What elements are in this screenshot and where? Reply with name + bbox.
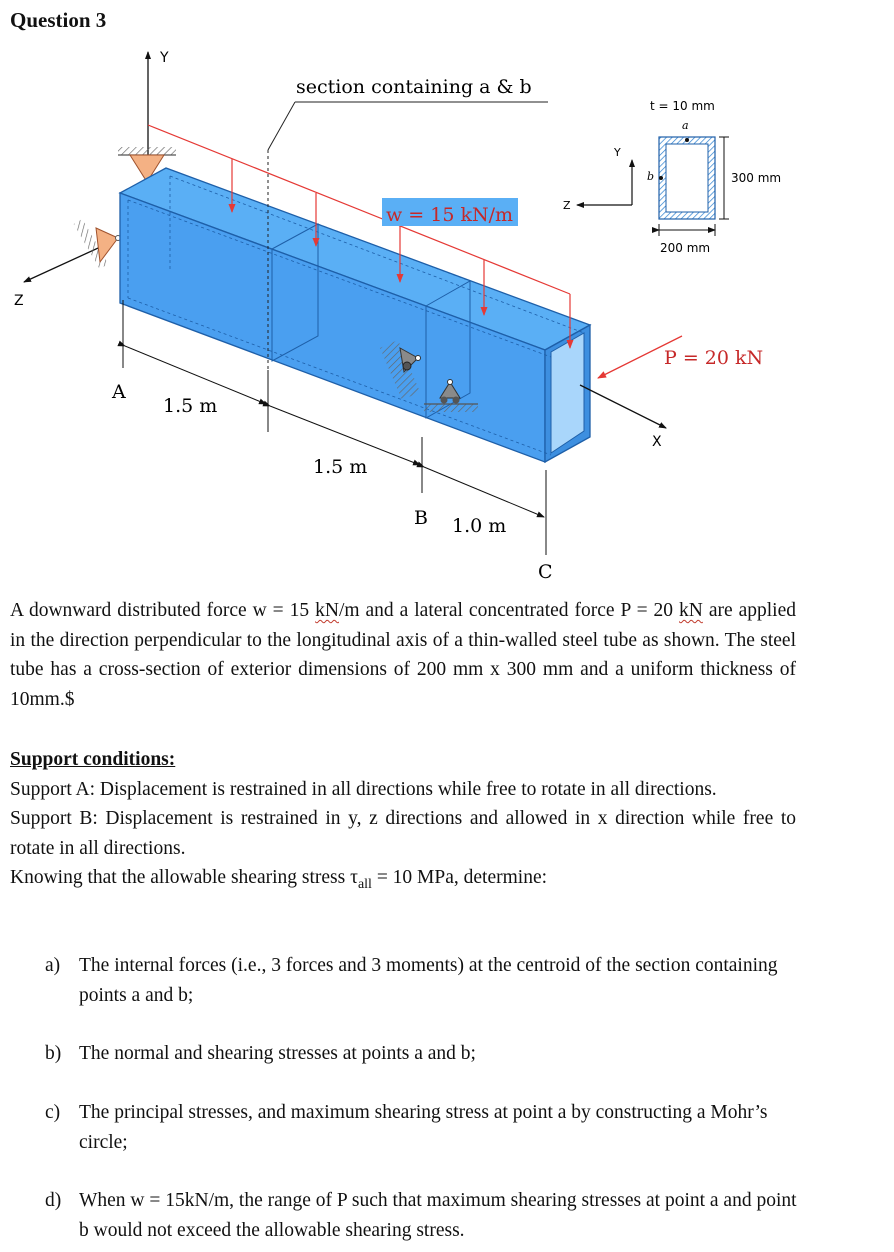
question-item <box>45 951 797 1010</box>
point-a-label: A <box>112 381 126 403</box>
question-text: The principal stresses, and maximum shearing stress at point a by constructing a Mohr’s circle; <box>79 1102 768 1153</box>
load-p-label: P = 20 kN <box>664 347 764 369</box>
question-item <box>45 1039 797 1069</box>
problem-statement <box>10 596 796 714</box>
cs-height-label: 300 mm <box>731 171 782 185</box>
beam-figure <box>0 38 894 588</box>
section-label: section containing a & b <box>296 76 532 98</box>
question-letter: d) <box>45 1190 62 1211</box>
support-conditions <box>10 745 796 899</box>
steel-tube <box>120 168 590 462</box>
support-a-side <box>74 219 121 269</box>
dim-ab1-label: 1.5 m <box>163 395 218 417</box>
point-b-label: B <box>414 507 428 529</box>
cross-section <box>563 99 781 255</box>
problem-text-rest: are applied in the direction perpendicular to the longitudinal axis of a thin-walled steel tube as shown. The steel tube has a cross-section of exterior dimensions of 200 mm x 300 mm and a uniform thickness of 10mm.$ <box>10 600 796 710</box>
support-heading: Support conditions: <box>10 749 176 770</box>
unit-kn-p: kN <box>679 600 703 621</box>
cs-axis-y-label: Y <box>614 146 621 159</box>
problem-text-1b: /m and a lateral concentrated force P = 20 <box>338 600 680 621</box>
tau-sub: all <box>357 876 372 892</box>
tau-pre: Knowing that the allowable shearing stress τ <box>10 867 358 888</box>
point-load-p <box>598 336 763 378</box>
question-item <box>45 1186 797 1245</box>
point-c-label: C <box>538 561 553 583</box>
axis-z-label: Z <box>14 293 24 309</box>
cs-point-a-label: a <box>682 119 689 132</box>
axis-x <box>580 385 666 450</box>
support-a-text: Support A: Displacement is restrained in all directions while free to rotate in all directions. <box>10 778 717 800</box>
cs-axis-z-label: Z <box>563 199 571 212</box>
problem-text-1a: A downward distributed force w = 15 <box>10 600 316 621</box>
tau-post: = 10 MPa, determine: <box>371 867 548 888</box>
unit-kn-w: kN <box>315 600 339 621</box>
support-b-text: Support B: Displacement is restrained in y, z directions and allowed in x direction while free to rotate in all directions. <box>10 808 796 859</box>
allowable-stress-text <box>10 863 796 899</box>
question-text: When w = 15kN/m, the range of P such that maximum shearing stresses at point a and point b would not exceed the allowable shearing stress. <box>79 1190 797 1241</box>
question-text: The internal forces (i.e., 3 forces and 3 moments) at the centroid of the section containing points a and b; <box>79 955 778 1006</box>
cs-thickness-label: t = 10 mm <box>650 99 715 113</box>
axis-x-label: X <box>652 434 662 450</box>
question-title: Question 3 <box>10 8 107 32</box>
axis-y-label: Y <box>160 50 169 66</box>
dim-bc-label: 1.0 m <box>452 515 507 537</box>
question-letter: c) <box>45 1102 61 1123</box>
cs-width-label: 200 mm <box>660 241 711 255</box>
load-w-label: w = 15 kN/m <box>386 204 514 226</box>
dim-ab2-label: 1.5 m <box>313 456 368 478</box>
cs-point-b-label: b <box>647 170 655 183</box>
question-letter: a) <box>45 955 61 976</box>
question-text: The normal and shearing stresses at points a and b; <box>79 1043 476 1064</box>
question-item <box>45 1098 797 1157</box>
question-letter: b) <box>45 1043 62 1064</box>
